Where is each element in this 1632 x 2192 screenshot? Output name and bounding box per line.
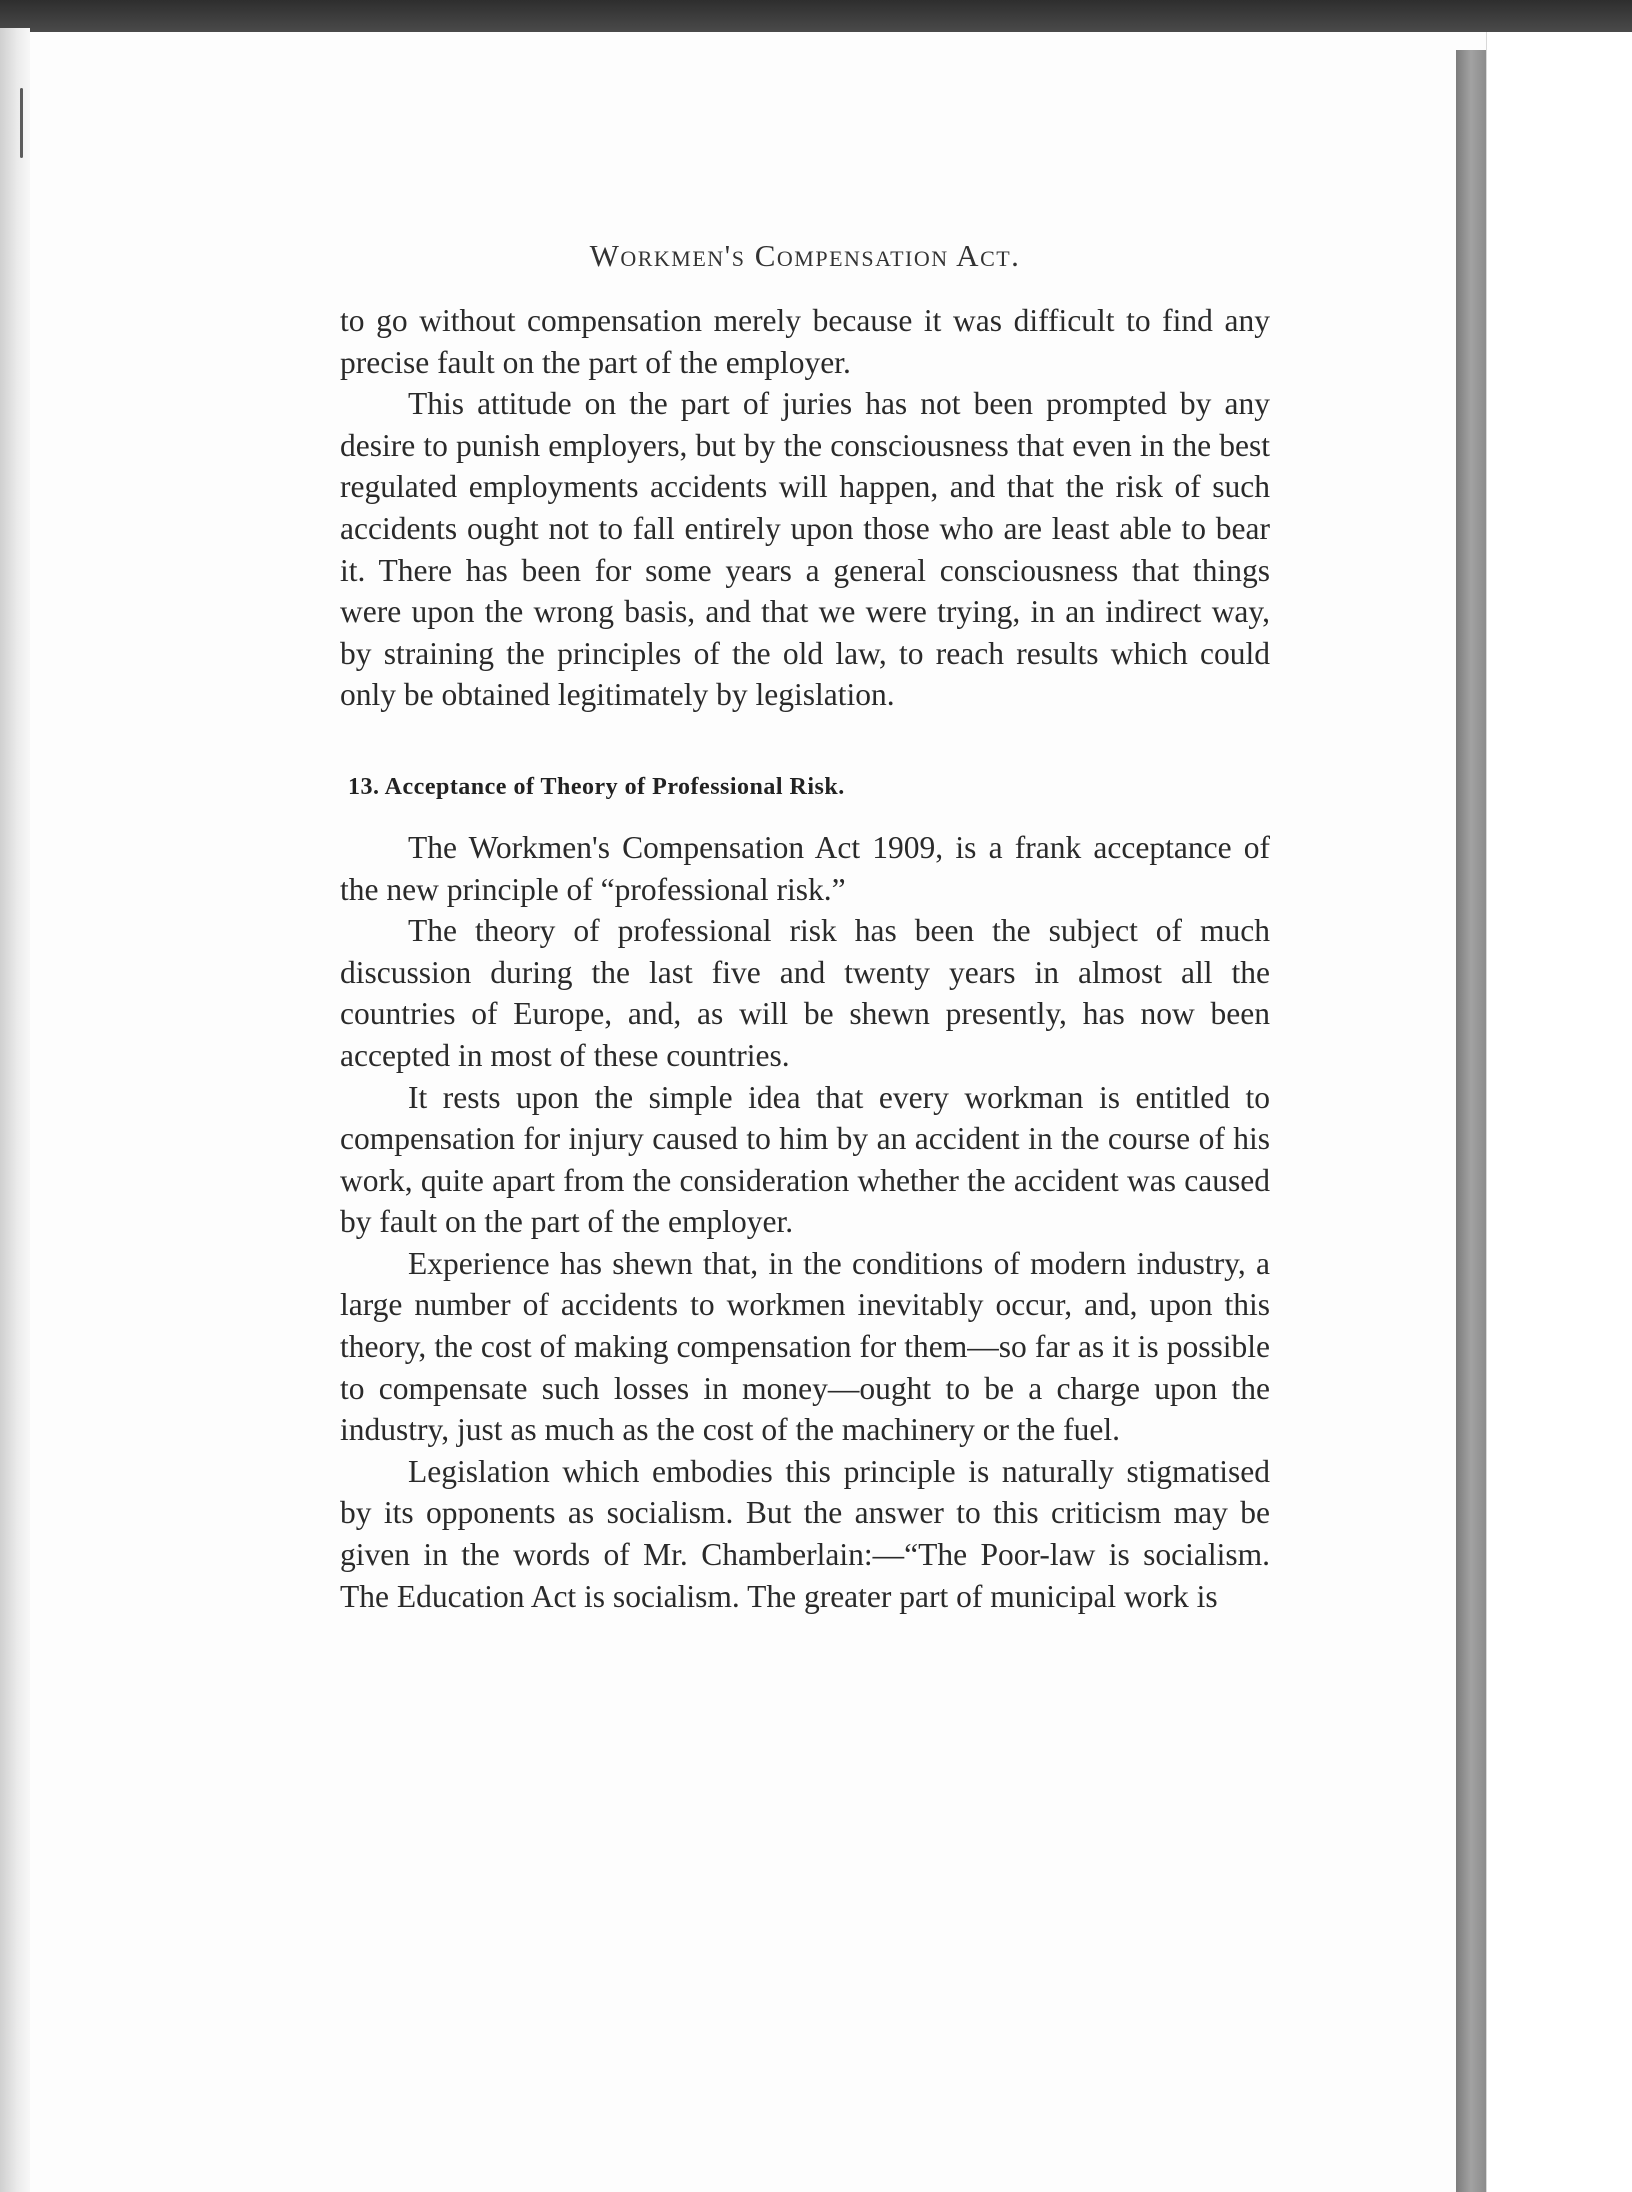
paragraph-7: Legislation which embodies this principle is naturally stigmatised by its opponents as socialism. But the answer to this criticism may be given in the words of Mr. Chamberlain:—“The Poor-law is socialism. The Education Act is socialism. The greater part of municipal work is — [340, 1453, 1270, 1614]
scan-top-border — [0, 0, 1632, 32]
section-heading: 13. Acceptance of Theory of Professional Risk. — [348, 773, 845, 800]
binding-mark — [20, 88, 23, 158]
paragraph-3: The Workmen's Compensation Act 1909, is a frank acceptance of the new principle of “professional risk.” — [340, 829, 1270, 907]
paragraph-2: This attitude on the part of juries has not been prompted by any desire to punish employers, but by the consciousness that even in the best regulated employments accidents will happen, and that the risk of such accidents ought not to fall entirely upon those who are least able to bear it. There has been for some years a general consciousness that things were upon the wrong basis, and that we were trying, in an indirect way, by straining the principles of the old law, to reach results which could only be obtained legitimately by legislation. — [340, 386, 1270, 713]
running-head: Workmen's Compensation Act. — [589, 238, 1021, 273]
facing-page — [1486, 32, 1632, 2192]
scan-left-margin — [0, 28, 30, 2192]
document-page — [340, 238, 1270, 1617]
paragraph-6: Experience has shewn that, in the conditions of modern industry, a large number of accidents to workmen inevitably occur, and, upon this theory, the cost of making compensation for them—so far as it is possible to compensate such losses in money—ought to be a charge upon the industry, just as much as the cost of the machinery or the fuel. — [340, 1245, 1270, 1448]
paragraph-4: The theory of professional risk has been the subject of much discussion during the last five and twenty years in almost all the countries of Europe, and, as will be shewn presently, has now been accepted in most of these countries. — [340, 913, 1270, 1073]
page-edge-shadow — [1456, 50, 1486, 2192]
paragraph-1: to go without compensation merely because it was difficult to find any precise fault on the part of the employer. — [340, 303, 1270, 380]
paragraph-5: It rests upon the simple idea that every workman is entitled to compensation for injury caused to him by an accident in the course of his work, quite apart from the consideration whether the accident was caused by fault on the part of the employer. — [340, 1079, 1270, 1240]
